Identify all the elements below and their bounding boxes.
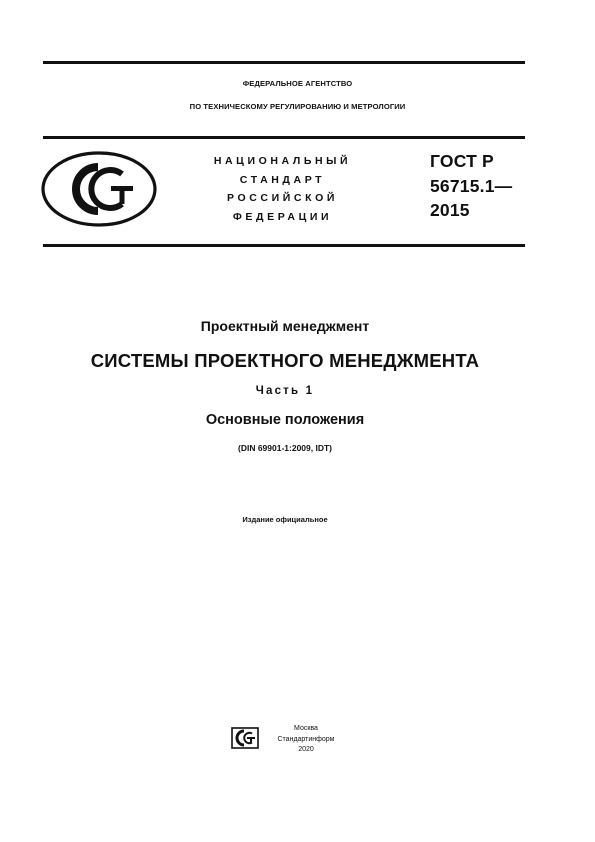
national-standard-line-4: ФЕДЕРАЦИИ	[232, 210, 333, 223]
standartinform-logo-icon	[231, 727, 259, 754]
designation-year: 2015	[430, 200, 470, 220]
top-rule	[43, 61, 525, 64]
document-subtitle: Основные положения	[205, 412, 365, 428]
national-standard-line-1: НАЦИОНАЛЬНЫЙ	[213, 155, 352, 167]
publisher-city: Москва	[294, 725, 318, 732]
document-main-title: СИСТЕМЫ ПРОЕКТНОГО МЕНЕДЖМЕНТА	[90, 350, 480, 371]
standard-designation	[430, 149, 512, 223]
agency-bottom-rule	[43, 136, 525, 139]
national-standard-line-2: СТАНДАРТ	[239, 173, 326, 186]
designation-number: 56715.1—	[430, 175, 513, 196]
agency-line-2: ПО ТЕХНИЧЕСКОМУ РЕГУЛИРОВАНИЮ И МЕТРОЛОГИИ	[189, 102, 406, 111]
document-reference: (DIN 69901-1:2009, IDT)	[237, 443, 332, 453]
edition-note: Издание официальное	[242, 515, 328, 524]
agency-line-1: ФЕДЕРАЛЬНОЕ АГЕНТСТВО	[242, 79, 353, 88]
publisher-name: Стандартинформ	[277, 735, 335, 743]
designation-prefix: ГОСТ Р	[430, 151, 494, 171]
publisher-info	[262, 724, 350, 756]
document-part: Часть 1	[255, 385, 315, 397]
publisher-year: 2020	[298, 746, 314, 753]
document-category: Проектный менеджмент	[200, 318, 370, 334]
national-standard-line-3: РОССИЙСКОЙ	[227, 192, 338, 204]
header-bottom-rule	[43, 244, 525, 247]
gost-r-certification-mark-icon	[40, 150, 158, 233]
national-standard-label	[200, 152, 365, 226]
